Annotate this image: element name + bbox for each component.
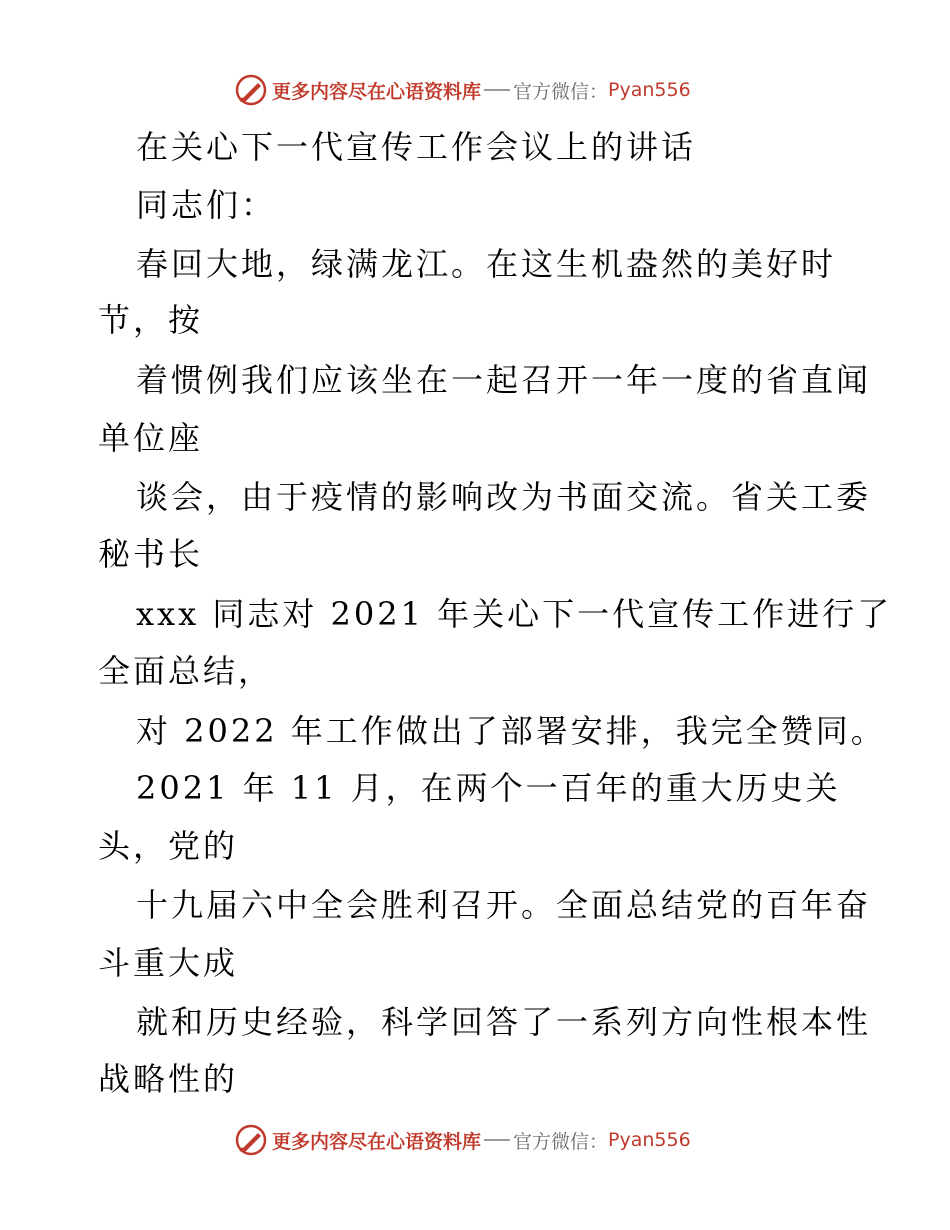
text-line: 秘书长 [98, 535, 204, 573]
text-line: 十九届六中全会胜利召开。全面总结党的百年奋 [136, 886, 872, 924]
header-watermark [234, 70, 691, 110]
text-line: 2021 年 11 月，在两个一百年的重大历史关 [136, 769, 841, 807]
text-line: 战略性的 [98, 1060, 239, 1098]
text-line: 对 2022 年工作做出了部署安排，我完全赞同。 [136, 712, 886, 750]
text-line: 着惯例我们应该坐在一起召开一年一度的省直闻 [136, 361, 872, 399]
watermark-brand: 更多内容尽在心语资料库 [272, 1130, 482, 1153]
watermark-handle: Pyan556 [608, 79, 691, 101]
text-line: 头，党的 [98, 827, 239, 865]
text-line: 全面总结， [98, 652, 274, 690]
text-line: 斗重大成 [98, 944, 239, 982]
watermark-contact-label: 官方微信： [513, 1130, 609, 1153]
watermark-contact-label: 官方微信： [513, 80, 609, 103]
text-line: 单位座 [98, 419, 204, 457]
quill-pen-logo-icon [234, 1123, 268, 1157]
text-line: 节，按 [98, 301, 204, 339]
text-line: 春回大地，绿满龙江。在这生机盎然的美好时 [136, 245, 837, 283]
footer-watermark [234, 1120, 691, 1160]
watermark-dash [484, 89, 510, 91]
text-line: 就和历史经验，科学回答了一系列方向性根本性 [136, 1003, 872, 1041]
document-title: 在关心下一代宣传工作会议上的讲话 [136, 128, 697, 166]
text-line: 同志们： [136, 186, 277, 224]
watermark-handle: Pyan556 [608, 1129, 691, 1151]
watermark-brand: 更多内容尽在心语资料库 [272, 80, 482, 103]
text-line: xxx 同志对 2021 年关心下一代宣传工作进行了 [136, 595, 893, 633]
watermark-dash [484, 1139, 510, 1141]
text-line: 谈会，由于疫情的影响改为书面交流。省关工委 [136, 478, 872, 516]
quill-pen-logo-icon [234, 73, 268, 107]
